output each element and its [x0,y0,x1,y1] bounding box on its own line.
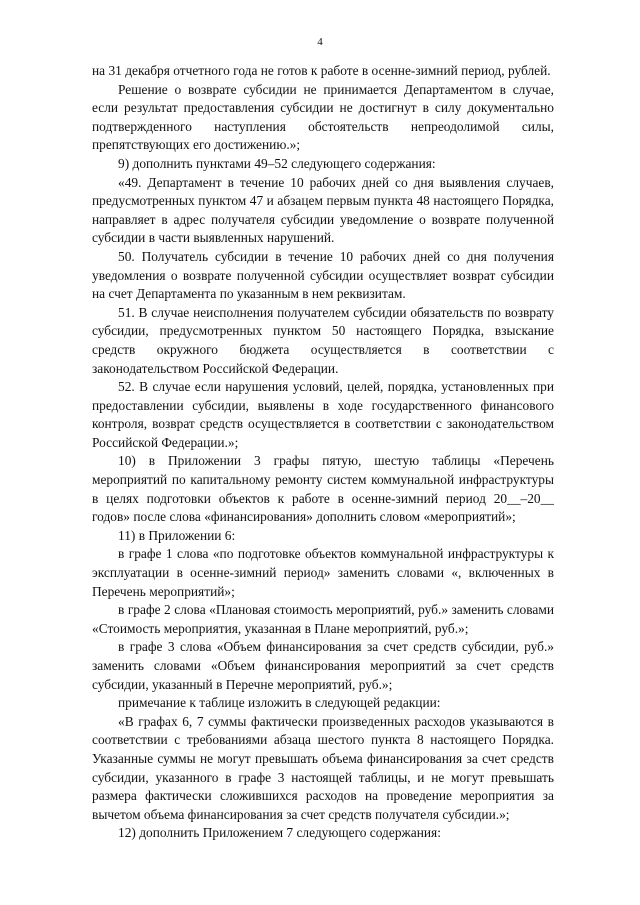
paragraph-6: 51. В случае неисполнения получателем субсидии обязательств по возврату субсидии, предусмотренных пунктом 50 настоящего Порядка, взыскание средств окружного бюджета осуществляется в соответствии с законодательством Российской Федерации. [92,304,554,376]
paragraph-7: 52. В случае если нарушения условий, целей, порядка, установленных при предоставлении субсидии, выявлены в ходе государственного финансового контроля, возврат средств осуществляется в соответствии с законодательством Российской Федерации.»; [92,379,554,450]
paragraph-1: на 31 декабря отчетного года не готов к работе в осенне-зимний период, рублей. [92,63,551,78]
paragraph-3: 9) дополнить пунктами 49–52 следующего содержания: [118,155,436,171]
paragraph-2: Решение о возврате субсидии не принимается Департаментом в случае, если результат предоставления субсидии не достигнут в силу документально подтвержденного наступления обстоятельств непреодолимой силы, препятствующих его достижению.»; [92,81,554,153]
paragraph-9: 11) в Приложении 6: [118,527,236,543]
paragraph-8: 10) в Приложении 3 графы пятую, шестую таблицы «Перечень мероприятий по капитальному ремонту систем коммунальной инфраструктуры в целях подготовки объектов к работе в осенне-зимний период 20__–20__ годов» после слова «финансирования» дополнить словом «мероприятий»; [92,453,554,525]
paragraph-14: «В графах 6, 7 суммы фактически произведенных расходов указываются в соответствии с требованиями абзаца шестого пункта 8 настоящего Порядка. Указанные суммы не могут превышать объема финансирования за счет средств субсидии, указанного в графе 3 настоящей таблицы, и не могут превышать размера фактически сложившихся расходов на проведение мероприятия за вычетом объема финансирования за счет средств получателя субсидии.»; [92,713,554,822]
paragraph-4: «49. Департамент в течение 10 рабочих дней со дня выявления случаев, предусмотренных пунктом 47 и абзацем первым пункта 48 настоящего Порядка, направляет в адрес получателя субсидии уведомление о возврате полученной субсидии в части выявленных нарушений. [92,174,554,246]
paragraph-13: примечание к таблице изложить в следующей редакции: [118,695,441,711]
document-body [92,62,554,843]
paragraph-5: 50. Получатель субсидии в течение 10 рабочих дней со дня получения уведомления о возврате полученной субсидии осуществляет возврат субсидии на счет Департамента по указанным в нем реквизитам. [92,248,554,302]
paragraph-12: в графе 3 слова «Объем финансирования за счет средств субсидии, руб.» заменить словами «Объем финансирования мероприятий за счет средств субсидии, указанный в Перечне мероприятий, руб.»; [92,639,554,692]
page-number: 4 [317,36,323,48]
paragraph-10: в графе 1 слова «по подготовке объектов коммунальной инфраструктуры к эксплуатации в осенне-зимний период» заменить словами «, включенных в Перечень мероприятий»; [92,546,554,599]
paragraph-11: в графе 2 слова «Плановая стоимость мероприятий, руб.» заменить словами «Стоимость мероприятия, указанная в Плане мероприятий, руб.»; [92,602,554,636]
paragraph-15: 12) дополнить Приложением 7 следующего содержания: [118,825,441,841]
